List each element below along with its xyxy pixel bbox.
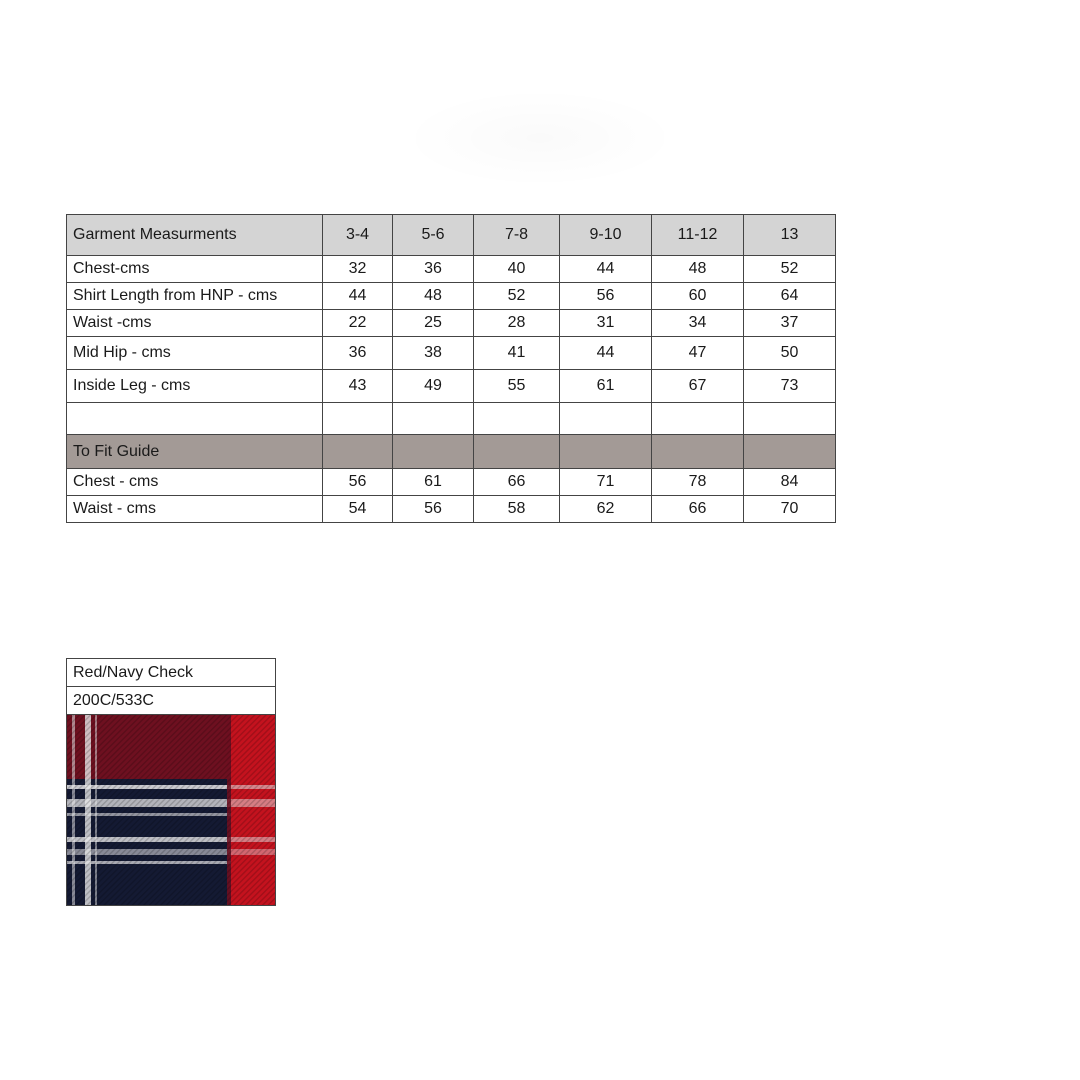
tartan-fabric-image xyxy=(67,715,275,905)
table-cell: 66 xyxy=(474,469,560,496)
table-cell: 58 xyxy=(474,496,560,523)
table-cell: 52 xyxy=(744,256,836,283)
table-cell: 73 xyxy=(744,370,836,403)
blank-row xyxy=(67,403,836,435)
table-cell: 56 xyxy=(560,283,652,310)
guide-cell xyxy=(652,435,744,469)
table-row xyxy=(67,496,836,523)
table-cell: 40 xyxy=(474,256,560,283)
table-cell: 64 xyxy=(744,283,836,310)
table-cell: 25 xyxy=(393,310,474,337)
table-cell: 70 xyxy=(744,496,836,523)
swatch-color-code: 200C/533C xyxy=(67,687,275,715)
table-cell: 55 xyxy=(474,370,560,403)
table-cell: 32 xyxy=(323,256,393,283)
table-cell: 22 xyxy=(323,310,393,337)
table-cell: 54 xyxy=(323,496,393,523)
row-label: Chest-cms xyxy=(67,256,323,283)
table-header-row xyxy=(67,215,836,256)
header-cell-size: 5-6 xyxy=(393,215,474,256)
table-cell: 36 xyxy=(393,256,474,283)
table-cell: 38 xyxy=(393,337,474,370)
blank-cell xyxy=(323,403,393,435)
fabric-swatch-card xyxy=(66,658,276,906)
row-label: Waist - cms xyxy=(67,496,323,523)
table-cell: 61 xyxy=(560,370,652,403)
table-cell: 62 xyxy=(560,496,652,523)
header-cell-size: 3-4 xyxy=(323,215,393,256)
table-row xyxy=(67,469,836,496)
table-cell: 56 xyxy=(393,496,474,523)
fit-guide-header-row xyxy=(67,435,836,469)
table-row xyxy=(67,310,836,337)
header-cell-size: 7-8 xyxy=(474,215,560,256)
fit-guide-title: To Fit Guide xyxy=(67,435,323,469)
table-cell: 84 xyxy=(744,469,836,496)
blank-cell xyxy=(67,403,323,435)
table-cell: 44 xyxy=(323,283,393,310)
blank-cell xyxy=(744,403,836,435)
header-cell-size: 11-12 xyxy=(652,215,744,256)
blank-cell xyxy=(474,403,560,435)
table-cell: 78 xyxy=(652,469,744,496)
table-cell: 50 xyxy=(744,337,836,370)
table-cell: 56 xyxy=(323,469,393,496)
table-cell: 28 xyxy=(474,310,560,337)
table-cell: 44 xyxy=(560,256,652,283)
blank-cell xyxy=(560,403,652,435)
header-cell: Garment Measurments xyxy=(67,215,323,256)
row-label: Waist -cms xyxy=(67,310,323,337)
blank-cell xyxy=(393,403,474,435)
table-row xyxy=(67,337,836,370)
table-row xyxy=(67,283,836,310)
table-cell: 44 xyxy=(560,337,652,370)
guide-cell xyxy=(393,435,474,469)
table-cell: 48 xyxy=(393,283,474,310)
table-cell: 60 xyxy=(652,283,744,310)
size-chart-table xyxy=(66,214,836,523)
table-row xyxy=(67,256,836,283)
guide-cell xyxy=(474,435,560,469)
row-label: Mid Hip - cms xyxy=(67,337,323,370)
table-cell: 34 xyxy=(652,310,744,337)
table-cell: 37 xyxy=(744,310,836,337)
row-label: Chest - cms xyxy=(67,469,323,496)
guide-cell xyxy=(323,435,393,469)
table-cell: 36 xyxy=(323,337,393,370)
table-cell: 41 xyxy=(474,337,560,370)
table-cell: 67 xyxy=(652,370,744,403)
table-cell: 66 xyxy=(652,496,744,523)
blank-cell xyxy=(652,403,744,435)
header-cell-size: 13 xyxy=(744,215,836,256)
table-cell: 47 xyxy=(652,337,744,370)
header-cell-size: 9-10 xyxy=(560,215,652,256)
table-cell: 43 xyxy=(323,370,393,403)
faded-logo xyxy=(400,88,680,188)
table-cell: 71 xyxy=(560,469,652,496)
table-cell: 31 xyxy=(560,310,652,337)
table-cell: 49 xyxy=(393,370,474,403)
swatch-name: Red/Navy Check xyxy=(67,659,275,687)
table-cell: 48 xyxy=(652,256,744,283)
table-cell: 61 xyxy=(393,469,474,496)
table-cell: 52 xyxy=(474,283,560,310)
row-label: Shirt Length from HNP - cms xyxy=(67,283,323,310)
guide-cell xyxy=(560,435,652,469)
guide-cell xyxy=(744,435,836,469)
table-row xyxy=(67,370,836,403)
row-label: Inside Leg - cms xyxy=(67,370,323,403)
